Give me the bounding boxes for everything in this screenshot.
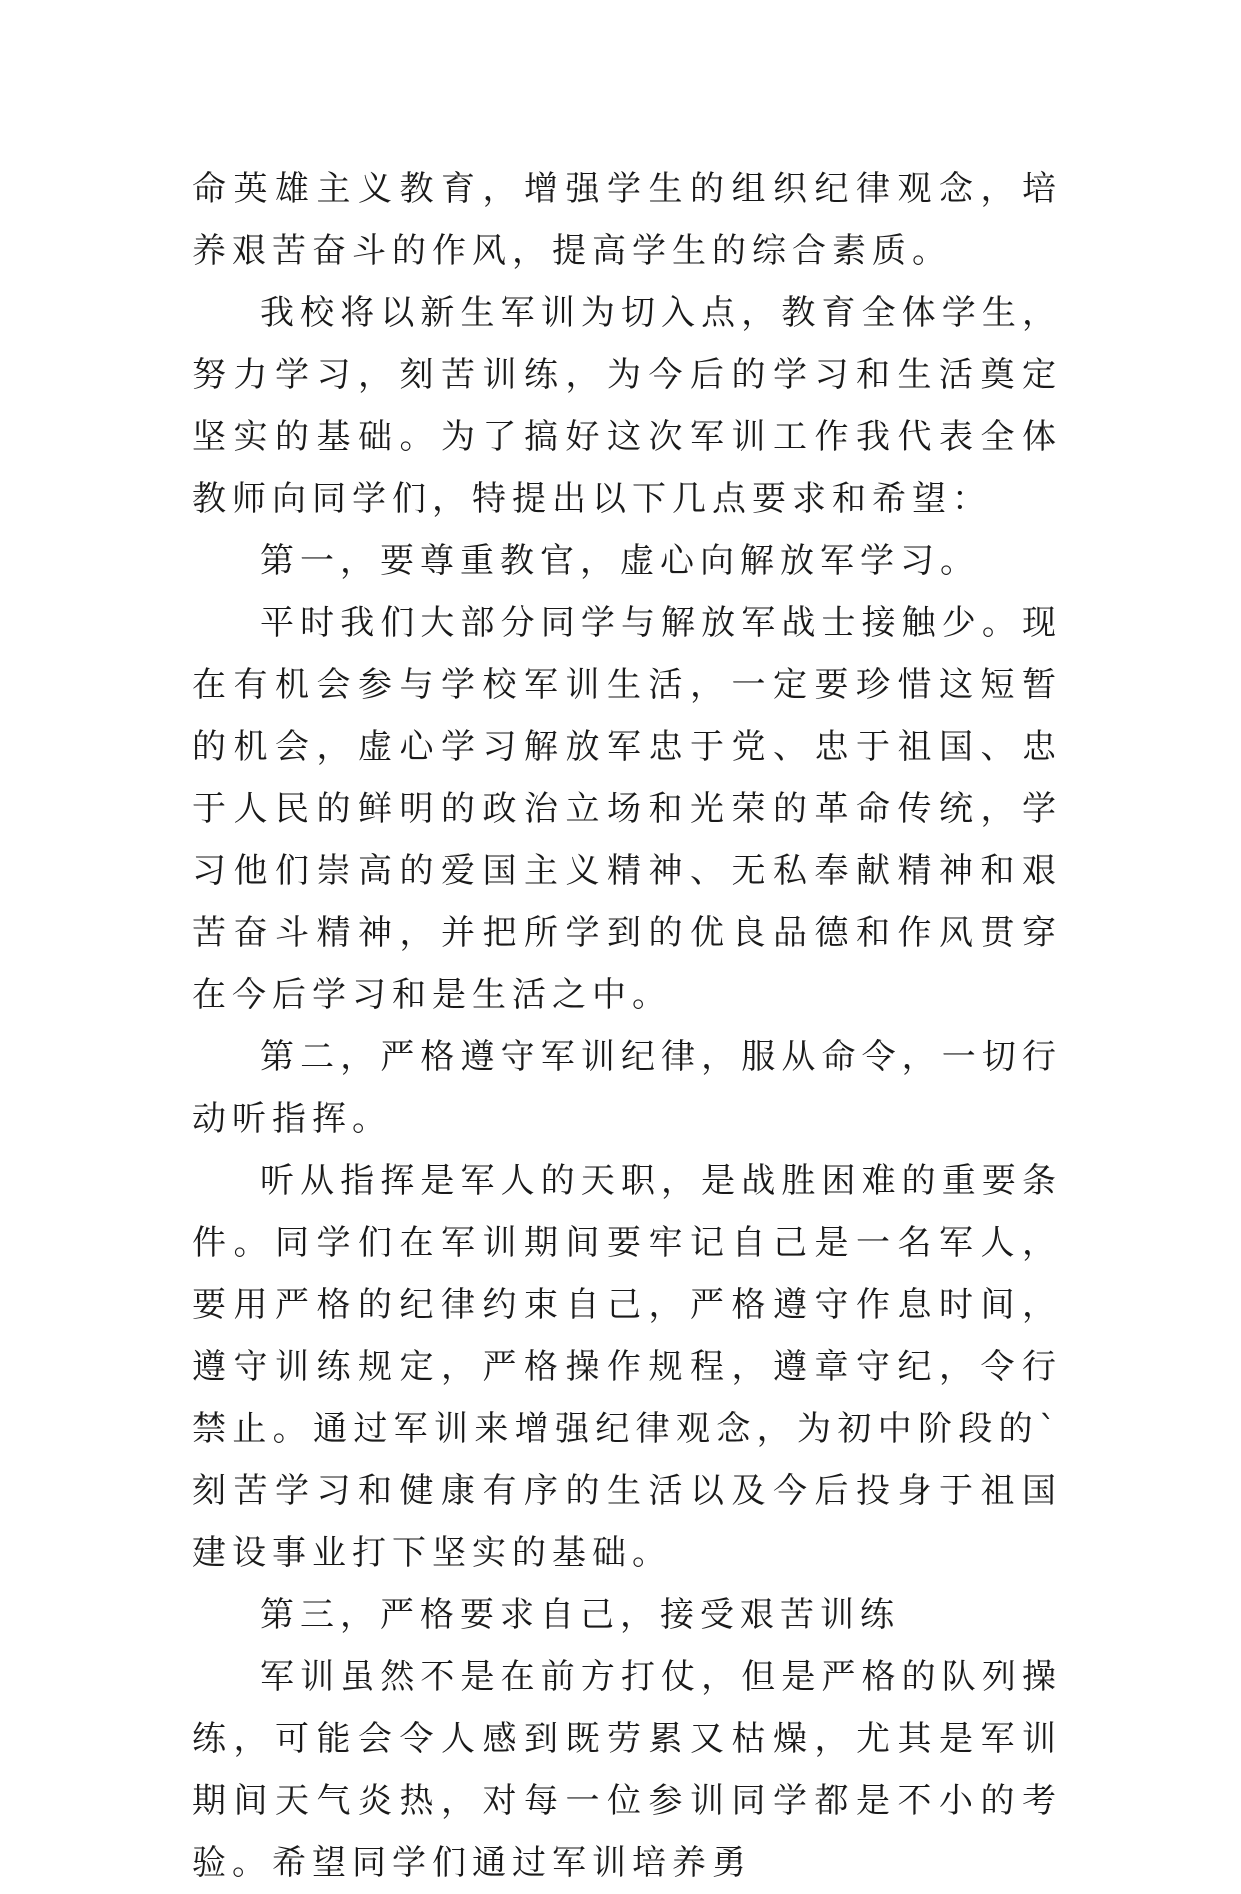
paragraph-intro: 我校将以新生军训为切入点，教育全体学生，努力学习，刻苦训练，为今后的学习和生活奠定坚实的基础。为了搞好这次军训工作我代表全体教师向同学们，特提出以下几点要求和希望： [192, 293, 1062, 519]
heading-point-one: 第一，要尊重教官，虚心向解放军学习。 [260, 541, 980, 581]
paragraph-point-one: 平时我们大部分同学与解放军战士接触少。现在有机会参与学校军训生活，一定要珍惜这短暂的机会，虚心学习解放军忠于党、忠于祖国、忠于人民的鲜明的政治立场和光荣的革命传统，学习他们崇高的爱国主义精神、无私奉献精神和艰苦奋斗精神，并把所学到的优良品德和作风贯穿在今后学习和是生活之中。 [192, 603, 1062, 1015]
document-body [192, 158, 1062, 1894]
paragraph-continuation: 命英雄主义教育，增强学生的组织纪律观念，培养艰苦奋斗的作风，提高学生的综合素质。 [192, 169, 1062, 271]
paragraph-point-two: 听从指挥是军人的天职，是战胜困难的重要条件。同学们在军训期间要牢记自己是一名军人，要用严格的纪律约束自己，严格遵守作息时间，遵守训练规定，严格操作规程，遵章守纪，令行禁止。通过军训来增强纪律观念，为初中阶段的`刻苦学习和健康有序的生活以及今后投身于祖国建设事业打下坚实的基础。 [192, 1161, 1062, 1573]
paragraph-point-three: 军训虽然不是在前方打仗，但是严格的队列操练，可能会令人感到既劳累又枯燥，尤其是军训期间天气炎热，对每一位参训同学都是不小的考验。希望同学们通过军训培养勇 [192, 1657, 1062, 1883]
heading-point-two: 第二，严格遵守军训纪律，服从命令，一切行动听指挥。 [192, 1037, 1062, 1139]
heading-point-three: 第三，严格要求自己，接受艰苦训练 [260, 1595, 900, 1635]
